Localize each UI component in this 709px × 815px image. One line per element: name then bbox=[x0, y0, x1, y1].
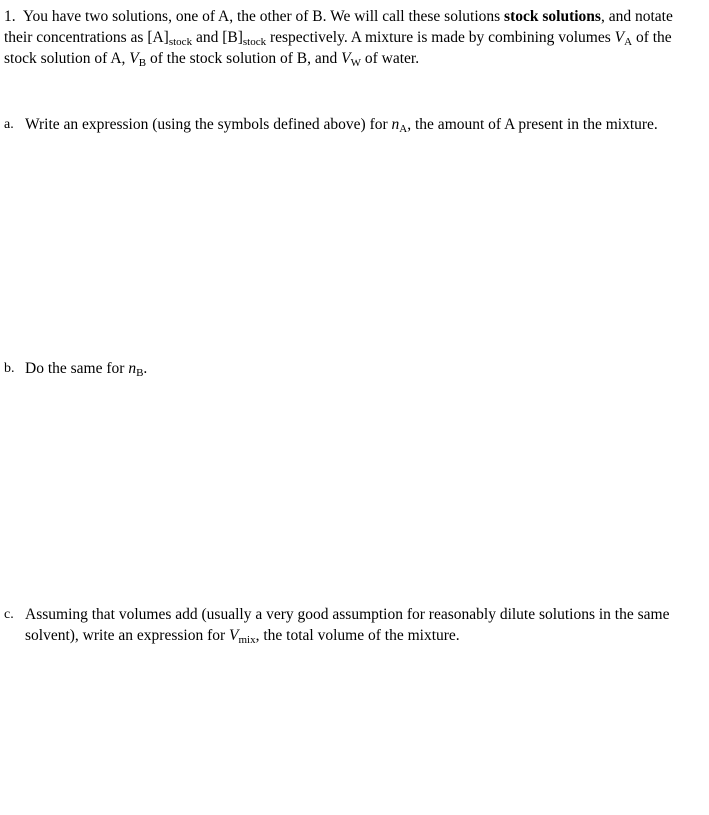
part-a-text-2: , the amount of A present in the mixture. bbox=[407, 116, 658, 133]
intro-text-1: You have two solutions, one of A, the other of B. We will call these solutions bbox=[22, 8, 505, 25]
symbol-vb: V bbox=[129, 50, 139, 67]
part-b-marker: b. bbox=[4, 361, 15, 376]
intro-text-2: , and notate their concentrations as [A] bbox=[4, 8, 673, 46]
symbol-vb-subscript: B bbox=[138, 57, 147, 69]
symbol-vmix-subscript: mix bbox=[238, 634, 256, 646]
symbol-na: n bbox=[391, 116, 400, 133]
intro-text-6: of the stock solution of B, and bbox=[146, 50, 342, 67]
question-1-intro bbox=[4, 6, 704, 69]
part-c-text-2: , the total volume of the mixture. bbox=[255, 627, 460, 644]
part-b bbox=[4, 358, 706, 379]
symbol-va-subscript: A bbox=[624, 36, 633, 48]
part-a-text-1: Write an expression (using the symbols defined above) for bbox=[25, 116, 392, 133]
part-b-text-2: . bbox=[143, 360, 148, 377]
intro-bold-term: stock solutions bbox=[504, 8, 601, 25]
part-c bbox=[4, 604, 706, 646]
part-c-text-1: Assuming that volumes add (usually a very good assumption for reasonably dilute solutions in the same solvent), write an expression for bbox=[25, 606, 670, 644]
symbol-vw-subscript: W bbox=[350, 57, 361, 69]
intro-text-7: of water. bbox=[361, 50, 420, 67]
part-b-text-1: Do the same for bbox=[25, 360, 129, 377]
intro-text-5: of the stock solution of A, bbox=[4, 29, 672, 67]
symbol-na-subscript: A bbox=[399, 123, 408, 135]
part-a-marker: a. bbox=[4, 117, 14, 132]
stock-subscript-b: stock bbox=[242, 36, 267, 48]
symbol-va: V bbox=[614, 29, 625, 46]
stock-subscript-a: stock bbox=[168, 36, 193, 48]
symbol-vmix: V bbox=[229, 627, 239, 644]
part-a-text bbox=[25, 114, 706, 135]
symbol-vw: V bbox=[341, 50, 351, 67]
symbol-nb-subscript: B bbox=[136, 367, 144, 379]
part-a bbox=[4, 114, 706, 135]
part-c-text bbox=[25, 604, 706, 646]
intro-text-3: and [B] bbox=[192, 29, 243, 46]
intro-text-4: respectively. A mixture is made by combining volumes bbox=[266, 29, 615, 46]
question-number: 1. bbox=[4, 8, 16, 25]
part-c-marker: c. bbox=[4, 607, 14, 622]
part-b-text bbox=[25, 358, 706, 379]
symbol-nb: n bbox=[128, 360, 137, 377]
